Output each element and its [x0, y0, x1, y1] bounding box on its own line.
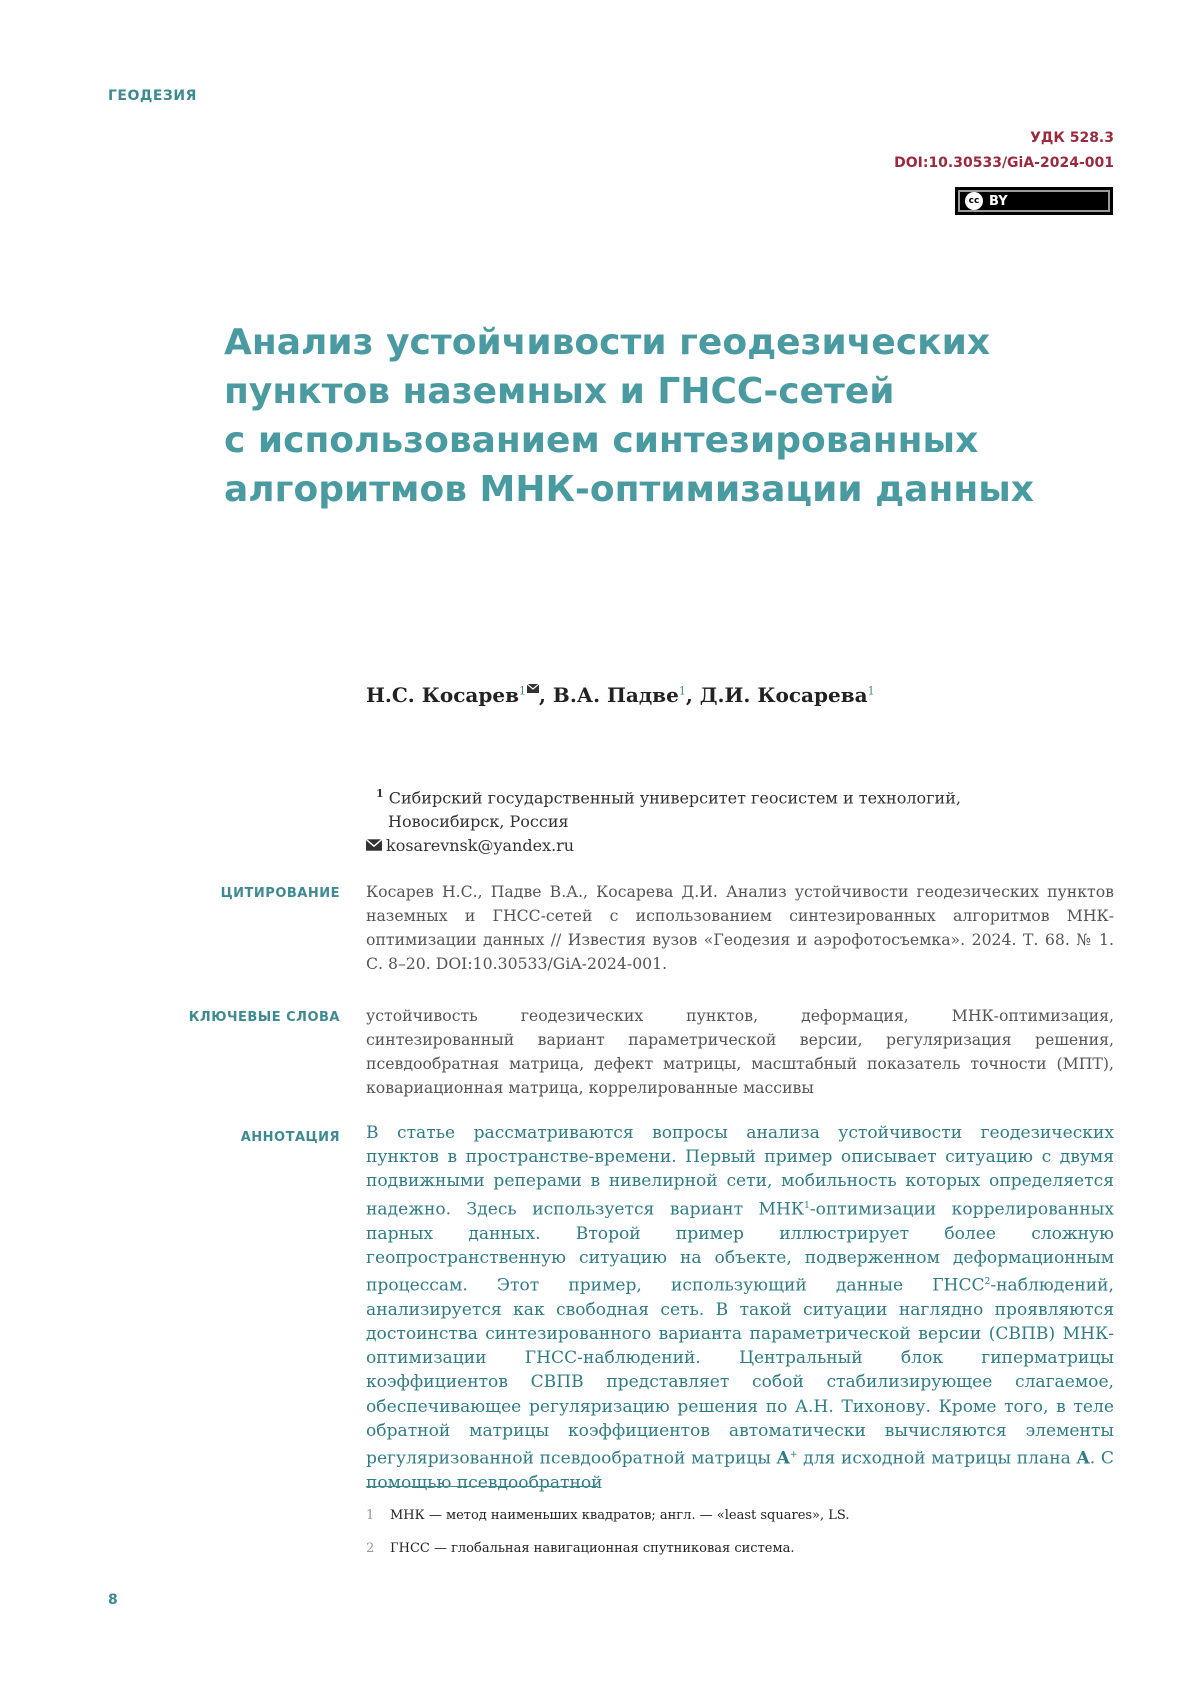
affiliation-line: Сибирский государственный университет геосистем и технологий, [388, 788, 961, 808]
footnote-divider [366, 1486, 598, 1487]
article-title [224, 318, 1124, 514]
matrix-symbol: A [1076, 1448, 1090, 1469]
author-list: Н.С. Косарев$^1$ , В.А. Падве$^1$, Д.И. Косарева$^1$ [366, 683, 875, 707]
affiliation-block [366, 782, 961, 858]
creative-commons-icon: cc [965, 192, 983, 210]
title-line: Анализ устойчивости геодезических [224, 322, 991, 363]
footnote [366, 1508, 849, 1523]
affiliation-number: 1 [376, 787, 384, 800]
mail-icon[interactable] [527, 684, 539, 693]
footnote-ref[interactable]: 1 [804, 1200, 810, 1211]
doi-link[interactable]: DOI:10.30533/GiA-2024-001 [894, 155, 1114, 171]
author-name: Н.С. Косарев [366, 683, 519, 707]
affiliation-line: Новосибирск, Россия [388, 812, 569, 832]
title-line: с использованием синтезированных [224, 420, 979, 461]
cc-license-badge[interactable] [955, 187, 1113, 215]
title-line: алгоритмов МНК-оптимизации данных [224, 469, 1034, 510]
affiliation-marker: 1 [867, 684, 875, 698]
matrix-symbol: A [776, 1448, 790, 1469]
affiliation-marker: 1 [518, 684, 526, 698]
footnote-number: 1 [366, 1508, 375, 1523]
page-number: 8 [108, 1592, 118, 1608]
abstract-label: АННОТАЦИЯ [240, 1130, 340, 1145]
citation-text: Косарев Н.С., Падве В.А., Косарева Д.И. Анализ устойчивости геодезических пунктов наземных и ГНСС-сетей с использованием синтезированных алгоритмов МНК-оптимизации данных // Известия вузов «Геодезия и аэрофотосъемка». 2024. Т. 68. № 1. С. 8–20. DOI:10.30533/GiA-2024-001. [366, 882, 1114, 973]
keywords-text: устойчивость геодезических пунктов, деформация, МНК-оптимизация, синтезированный вариант параметрической версии, регуляризация решения, псевдообратная матрица, дефект матрицы, масштабный показатель точности (МПТ), ковариационная матрица, коррелированные массивы [366, 1006, 1114, 1097]
author-name: В.А. Падве [552, 683, 679, 707]
author-name: Д.И. Косарева [699, 683, 868, 707]
journal-section-label: ГЕОДЕЗИЯ [108, 88, 197, 104]
footnote-ref[interactable]: 2 [984, 1276, 991, 1287]
footnote-number: 2 [366, 1541, 375, 1556]
keywords-label: КЛЮЧЕВЫЕ СЛОВА [188, 1010, 340, 1025]
udc-code: УДК 528.3 [1030, 130, 1114, 146]
title-line: пунктов наземных и ГНСС-сетей [224, 371, 895, 412]
footnote-text: ГНСС — глобальная навигационная спутниковая система. [390, 1541, 795, 1556]
citation-label: ЦИТИРОВАНИЕ [220, 886, 340, 901]
abstract-text: В статье рассматриваются вопросы анализа устойчивости геодезических пунктов в пространстве-времени. Первый пример описывает ситуацию с двумя подвижными реперами в нивелирной сети, мобильность которых определяется надежно. Здесь используется вариант МНК$^1$-оптимизации коррелированных парных данных. Второй пример иллюстрирует более сложную геопространственную ситуацию на объекте, подверженном деформационным процессам. Этот пример, использующий данные ГНСС$^2$-наблюдений, анализируется как свободная сеть. В такой ситуации наглядно проявляются достоинства синтезированного варианта параметрической версии (СВПВ) МНК-оптимизации ГНСС-наблюдений. Центральный блок гиперматрицы коэффициентов СВПВ представляет собой стабилизирующее слагаемое, обеспечивающее регуляризацию решения по А.Н. Тихонову. Кроме того, в теле обратной матрицы коэффициентов автоматически вычисляются элементы регуляризованной псевдообратной матрицы A+ для исходной матрицы плана A. С помощью псевдообратной [366, 1123, 1114, 1493]
license-label: BY [989, 193, 1008, 209]
email-link[interactable]: kosarevnsk@yandex.ru [386, 836, 575, 856]
mail-icon [366, 839, 382, 851]
footnote [366, 1541, 794, 1556]
affiliation-marker: 1 [678, 684, 686, 698]
footnote-text: МНК — метод наименьших квадратов; англ. — «least squares», LS. [390, 1508, 850, 1523]
